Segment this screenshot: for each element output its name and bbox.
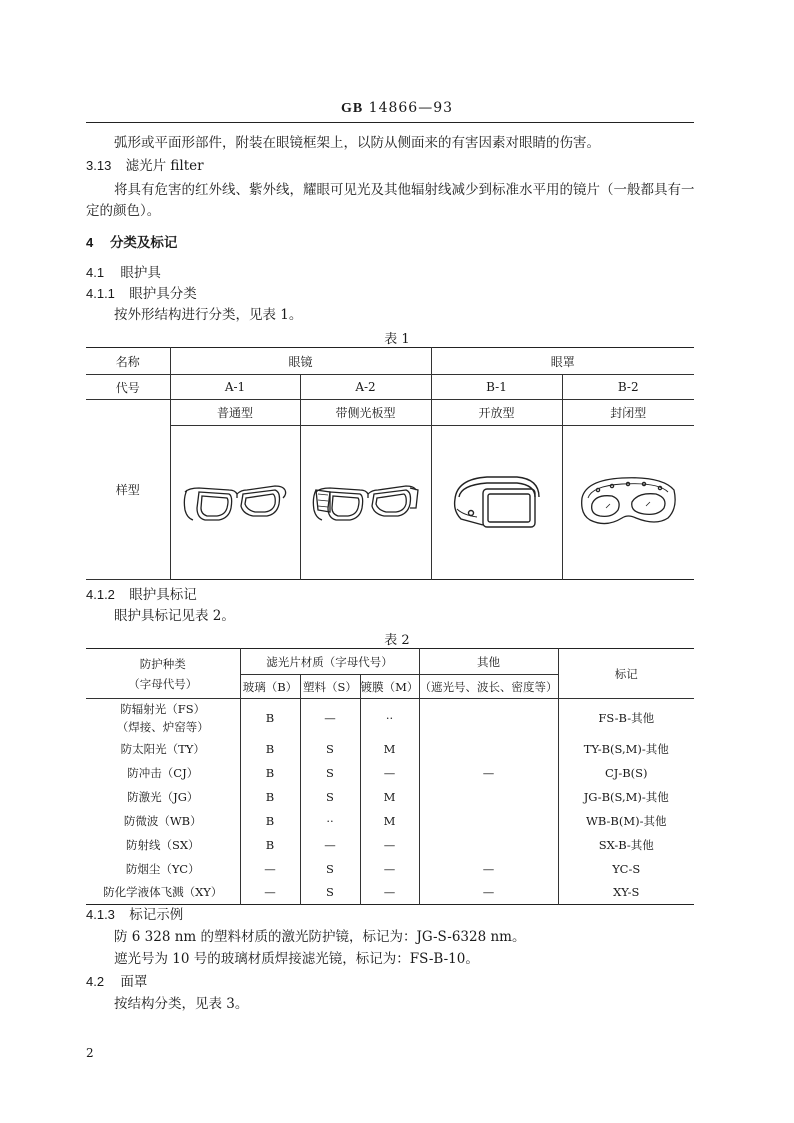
- table-cell: CJ-B(S): [558, 761, 694, 785]
- table-cell: [170, 426, 300, 580]
- section-number: 4.1.2: [86, 587, 115, 602]
- table-cell: S: [300, 881, 360, 905]
- section-4-1-1-heading: [86, 284, 197, 304]
- section-4-1-3-heading: [86, 905, 183, 925]
- table-cell: TY-B(S,M)-其他: [558, 737, 694, 761]
- paragraph-filter-line2: 定的颜色）。: [86, 203, 161, 219]
- header-type-line2: （字母代号）: [128, 676, 198, 691]
- table-cell: 带侧光板型: [300, 400, 431, 426]
- section-number: 4.2: [86, 974, 105, 989]
- paragraph-filter-line1: 将具有危害的红外线、紫外线，耀眼可见光及其他辐射线减少到标准水平用的镜片（一般都具有一: [114, 182, 695, 198]
- paragraph-see-table2: 眼护具标记见表 2。: [114, 608, 235, 624]
- table-cell: —: [419, 881, 558, 905]
- table-cell: —: [360, 833, 419, 857]
- table-cell: 眼镜: [170, 348, 431, 375]
- table-row: [86, 400, 694, 426]
- table-cell: —: [360, 857, 419, 881]
- section-title: 滤光片 filter: [125, 158, 204, 174]
- table-cell: —: [300, 699, 360, 737]
- table-row: [86, 348, 694, 375]
- table-cell: —: [419, 857, 558, 881]
- table-row: [86, 426, 694, 580]
- section-4-1-2-heading: [86, 585, 197, 605]
- table2-caption: 表 2: [384, 633, 410, 648]
- table-cell: [419, 833, 558, 857]
- table-cell: 防微波（WB）: [86, 809, 240, 833]
- table-cell: B-1: [431, 375, 562, 400]
- table-cell: 防化学液体飞溅（XY）: [86, 881, 240, 905]
- table-cell: A-1: [170, 375, 300, 400]
- table-cell: [419, 699, 558, 737]
- table-cell: ··: [360, 699, 419, 737]
- table-row: [86, 737, 694, 761]
- table-cell: 滤光片材质（字母代号）: [240, 649, 419, 675]
- paragraph-see-table1: 按外形结构进行分类，见表 1。: [114, 307, 303, 323]
- section-title: 眼护具分类: [129, 286, 197, 302]
- paragraph-example-laser: 防 6 328 nm 的塑料材质的激光防护镜，标记为：JG-S-6328 nm。: [114, 929, 526, 945]
- table-cell: XY-S: [558, 881, 694, 905]
- table-cell: B: [240, 809, 300, 833]
- paragraph-see-table3: 按结构分类，见表 3。: [114, 996, 249, 1012]
- table-cell: M: [360, 737, 419, 761]
- table-cell: 防太阳光（TY）: [86, 737, 240, 761]
- section-title: 标记示例: [129, 907, 184, 923]
- table-cell: —: [240, 857, 300, 881]
- table-cell: 开放型: [431, 400, 562, 426]
- table-cell: —: [419, 761, 558, 785]
- table-cell: 标记: [558, 649, 694, 699]
- table-cell: SX-B-其他: [558, 833, 694, 857]
- type-line1: 防辐射光（FS）: [120, 701, 206, 716]
- page-header: [0, 100, 794, 117]
- table-cell: [431, 426, 562, 580]
- table-cell: [300, 426, 431, 580]
- table-cell: M: [360, 809, 419, 833]
- table-cell: B: [240, 785, 300, 809]
- section-4-heading: [86, 233, 177, 253]
- table-cell: S: [300, 761, 360, 785]
- table-cell: S: [300, 785, 360, 809]
- table-cell: —: [240, 881, 300, 905]
- table-cell: 封闭型: [562, 400, 694, 426]
- table-cell: S: [300, 857, 360, 881]
- table-cell: 防烟尘（YC）: [86, 857, 240, 881]
- table-cell: 眼罩: [431, 348, 694, 375]
- table-row: [86, 881, 694, 905]
- table-cell: B: [240, 833, 300, 857]
- table-cell: （遮光号、波长、密度等）: [419, 675, 558, 699]
- open-goggles-icon: [447, 463, 547, 543]
- side-shield-glasses-icon: [310, 468, 422, 538]
- standard-number: 14866—93: [368, 100, 454, 116]
- table-cell: 镀膜（M）: [360, 675, 419, 699]
- table-cell: —: [360, 761, 419, 785]
- table-row: [86, 833, 694, 857]
- section-title: 眼护具标记: [129, 587, 197, 603]
- paragraph-example-welding: 遮光号为 10 号的玻璃材质焊接滤光镜，标记为：FS-B-10。: [114, 951, 479, 967]
- table-cell: S: [300, 737, 360, 761]
- table-cell: YC-S: [558, 857, 694, 881]
- table-row: [86, 761, 694, 785]
- table-cell: [419, 809, 558, 833]
- table-row: [86, 785, 694, 809]
- table-cell: B: [240, 737, 300, 761]
- table-cell: 防射线（SX）: [86, 833, 240, 857]
- table-cell: B-2: [562, 375, 694, 400]
- standard-code: GB: [340, 101, 364, 116]
- table1-caption: 表 1: [384, 332, 410, 347]
- table-row: [86, 699, 694, 737]
- table-cell: 代号: [86, 375, 170, 400]
- header-type-line1: 防护种类: [139, 656, 186, 671]
- table-cell: 玻璃（B）: [240, 675, 300, 699]
- table-cell: [86, 649, 240, 699]
- table-2: [86, 648, 694, 905]
- section-4-2-heading: [86, 972, 147, 992]
- table-cell: [419, 737, 558, 761]
- table-cell: 塑料（S）: [300, 675, 360, 699]
- plain-glasses-icon: [179, 468, 291, 538]
- table-cell: M: [360, 785, 419, 809]
- table-cell: [562, 426, 694, 580]
- section-number: 4: [86, 235, 94, 250]
- table-row: [86, 857, 694, 881]
- section-number: 4.1: [86, 265, 105, 280]
- table-cell: B: [240, 761, 300, 785]
- table-row: [86, 809, 694, 833]
- table-cell: 其他: [419, 649, 558, 675]
- table-cell: A-2: [300, 375, 431, 400]
- section-number: 3.13: [86, 158, 112, 173]
- section-number: 4.1.3: [86, 907, 115, 922]
- section-4-1-heading: [86, 263, 161, 283]
- table-1: [86, 347, 694, 580]
- table-cell: JG-B(S,M)-其他: [558, 785, 694, 809]
- section-title: 眼护具: [120, 265, 161, 281]
- header-rule: [86, 122, 694, 123]
- table-cell: ··: [300, 809, 360, 833]
- section-title: 面罩: [120, 974, 148, 990]
- table-cell: FS-B-其他: [558, 699, 694, 737]
- table-cell: B: [240, 699, 300, 737]
- table-cell: [419, 785, 558, 809]
- table-cell: —: [300, 833, 360, 857]
- section-3-13-heading: [86, 156, 204, 176]
- table-cell: 样型: [86, 400, 170, 580]
- table-cell: —: [360, 881, 419, 905]
- type-line2: （焊接、炉窑等）: [116, 719, 209, 734]
- closed-goggles-icon: [576, 468, 680, 538]
- table-cell: 防冲击（CJ）: [86, 761, 240, 785]
- table-cell: 普通型: [170, 400, 300, 426]
- table-row: [86, 375, 694, 400]
- page-number: 2: [86, 1046, 94, 1060]
- section-title: 分类及标记: [109, 235, 178, 251]
- table-cell: 名称: [86, 348, 170, 375]
- table-cell: 防激光（JG）: [86, 785, 240, 809]
- section-number: 4.1.1: [86, 286, 115, 301]
- table-cell: WB-B(M)-其他: [558, 809, 694, 833]
- table-row: [86, 649, 694, 675]
- table-cell: [86, 699, 240, 737]
- paragraph-side-shield: 弧形或平面形部件，附装在眼镜框架上，以防从侧面来的有害因素对眼睛的伤害。: [114, 135, 600, 151]
